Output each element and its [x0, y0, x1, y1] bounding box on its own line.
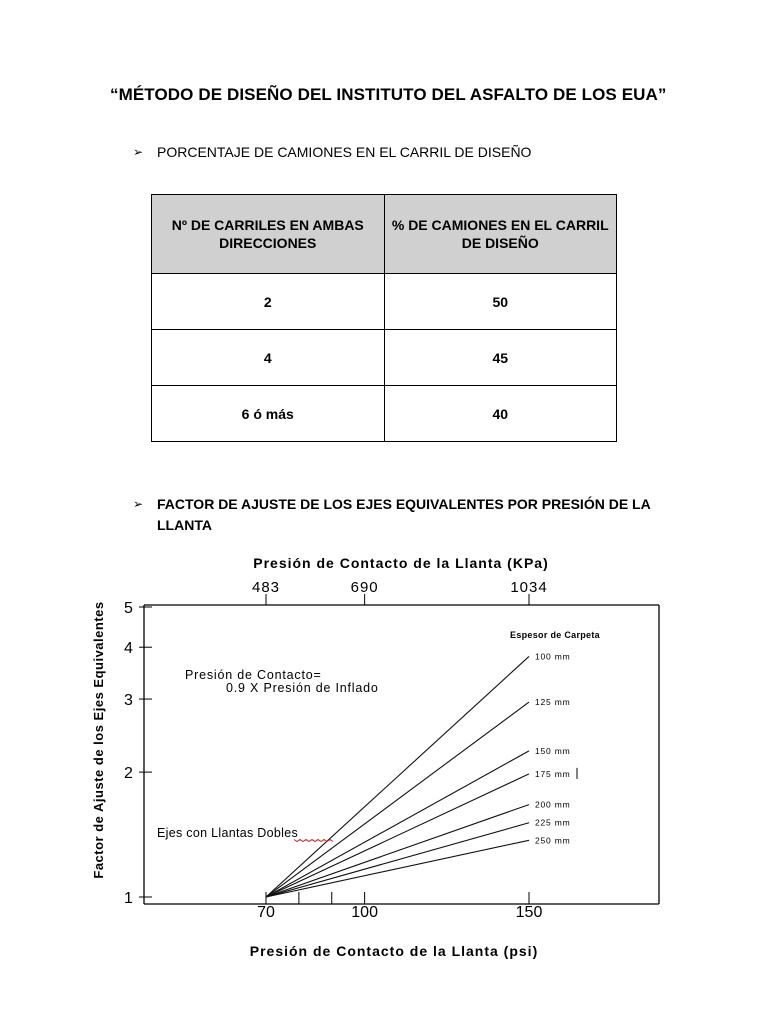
x-tick-label: 70 — [257, 904, 275, 921]
series-label: 175 mm — [535, 768, 571, 779]
series-label: 125 mm — [535, 697, 571, 708]
series-line — [266, 805, 529, 897]
bullet-text: FACTOR DE AJUSTE DE LOS EJES EQUIVALENTES POR PRESIÓN DE LA LLANTA — [157, 496, 651, 533]
y-axis-title: Factor de Ajuste de los Ejes Equivalentes — [91, 601, 106, 879]
y-tick-label: 3 — [124, 692, 133, 710]
series-line — [266, 702, 529, 897]
series-line — [266, 823, 529, 897]
top-tick-label: 1034 — [510, 579, 548, 596]
annotation-dual-tires: Ejes con Llantas Dobles — [157, 826, 299, 840]
series-label: 150 mm — [535, 745, 571, 756]
series-label: 100 mm — [535, 651, 571, 662]
bullet-arrow-icon: ➢ — [133, 145, 144, 159]
x-tick-label: 150 — [515, 904, 543, 921]
y-tick-label: 4 — [124, 640, 133, 658]
series-label: 225 mm — [535, 817, 571, 828]
table-cell-percent: 50 — [384, 274, 617, 330]
annotation-inflation-pressure: 0.9 X Presión de Inflado — [226, 681, 379, 695]
x-axis-title: Presión de Contacto de la Llanta (psi) — [249, 943, 539, 959]
table-header-lanes: Nº DE CARRILES EN AMBAS DIRECCIONES — [152, 195, 385, 274]
x-tick-label: 100 — [351, 904, 378, 921]
bullet-arrow-icon: ➢ — [133, 497, 144, 511]
page-title: “MÉTODO DE DISEÑO DEL INSTITUTO DEL ASFALTO DE LOS EUA” — [110, 85, 667, 104]
table-cell-lanes: 6 ó más — [152, 386, 385, 442]
series-line — [266, 774, 529, 897]
y-tick-label: 5 — [124, 600, 133, 617]
y-tick-label: 1 — [124, 890, 133, 907]
legend-title: Espesor de Carpeta — [510, 630, 600, 640]
table-cell-percent: 45 — [384, 330, 617, 386]
y-tick-label: 2 — [124, 765, 133, 783]
table-cell-percent: 40 — [384, 386, 617, 442]
series-label: 200 mm — [535, 799, 571, 810]
annotation-contact-pressure: Presión de Contacto= — [185, 668, 322, 682]
top-axis-title: Presión de Contacto de la Llanta (KPa) — [253, 555, 549, 571]
bullet-text: PORCENTAJE DE CAMIONES EN EL CARRIL DE DISEÑO — [157, 144, 532, 160]
table-cell-lanes: 4 — [152, 330, 385, 386]
series-label: 250 mm — [535, 835, 571, 846]
series-line — [266, 840, 529, 897]
series-line — [266, 751, 529, 897]
table-header-trucks: % DE CAMIONES EN EL CARRIL DE DISEÑO — [384, 195, 617, 274]
top-tick-label: 483 — [251, 579, 281, 596]
table-cell-lanes: 2 — [152, 274, 385, 330]
top-tick-label: 690 — [350, 579, 379, 596]
